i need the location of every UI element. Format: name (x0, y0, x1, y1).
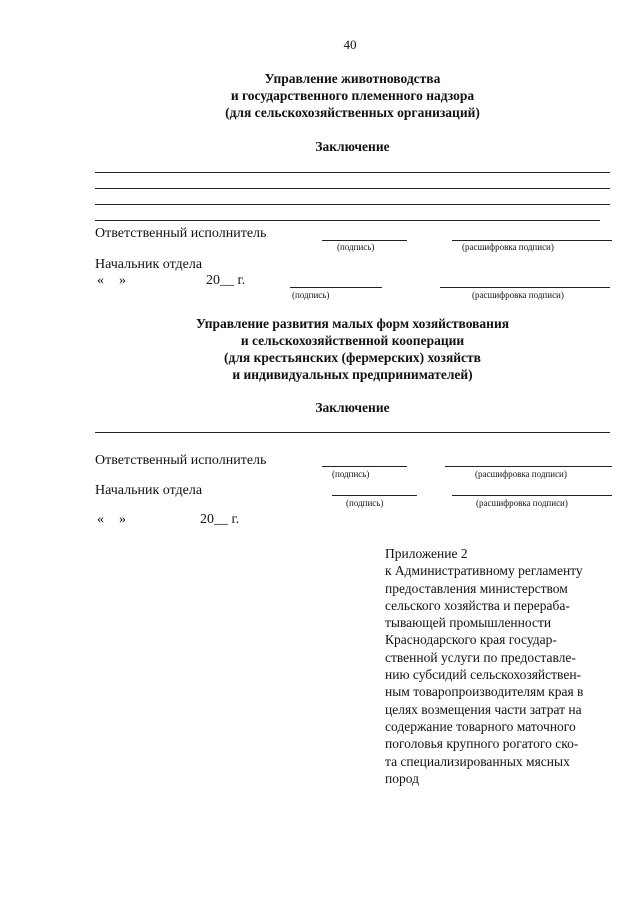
section1-heading-line-1: Управление животноводства (264, 71, 441, 86)
annex-line: содержание товарного маточного (385, 718, 576, 734)
date-quote-close: » (119, 273, 126, 288)
annex-line: Приложение 2 (385, 546, 468, 561)
section1-heading-line-2: и государственного племенного надзора (230, 88, 475, 103)
blank-line (95, 172, 610, 173)
annex-line: ным товаропроизводителям края в (385, 684, 584, 700)
section2-heading-line-4: и индивидуальных предпринимателей) (232, 367, 473, 382)
signature-decode-line (452, 495, 612, 496)
page-number: 40 (343, 37, 357, 52)
date-quote-open: « (97, 512, 104, 527)
signature-caption: (подпись) (337, 242, 375, 252)
annex-line: предоставления министерством (385, 580, 568, 596)
signature-line (322, 240, 407, 241)
annex-block (385, 545, 620, 787)
signature-decode-caption: (расшифровка подписи) (462, 242, 554, 252)
date-year: 20__ г. (206, 273, 246, 288)
signature-caption: (подпись) (332, 469, 370, 479)
annex-line: целях возмещения части затрат на (385, 701, 582, 717)
responsible-executor-label: Ответственный исполнитель (95, 226, 267, 241)
signature-decode-line (452, 240, 612, 241)
section2-title: Заключение (315, 400, 390, 415)
annex-line: Краснодарского края государ- (385, 632, 557, 648)
annex-line: тывающей промышленности (385, 615, 552, 631)
signature-line (290, 287, 382, 288)
annex-line: к Административному регламенту (385, 563, 583, 579)
head-of-department-label: Начальник отдела (95, 257, 203, 272)
head-of-department-label: Начальник отдела (95, 483, 203, 498)
signature-decode-line (445, 466, 612, 467)
blank-line (95, 204, 610, 205)
annex-line: пород (385, 770, 419, 786)
date-quote-open: « (97, 273, 104, 288)
signature-caption: (подпись) (346, 498, 384, 508)
signature-caption: (подпись) (292, 290, 330, 300)
blank-line (95, 432, 610, 433)
date-year: 20__ г. (200, 512, 240, 527)
date-quote-close: » (119, 512, 126, 527)
section1-title: Заключение (315, 139, 390, 154)
annex-line: поголовья крупного рогатого ско- (385, 736, 579, 752)
section2-heading-line-1: Управление развития малых форм хозяйствования (195, 316, 510, 331)
signature-decode-caption: (расшифровка подписи) (476, 498, 568, 508)
signature-line (332, 495, 417, 496)
signature-decode-line (440, 287, 610, 288)
signature-decode-caption: (расшифровка подписи) (472, 290, 564, 300)
signature-line (322, 466, 407, 467)
responsible-executor-label: Ответственный исполнитель (95, 453, 267, 468)
blank-line (95, 188, 610, 189)
signature-decode-caption: (расшифровка подписи) (475, 469, 567, 479)
section1-heading-line-3: (для сельскохозяйственных организаций) (225, 105, 480, 120)
section2-heading-line-2: и сельскохозяйственной кооперации (240, 333, 465, 348)
annex-line: та специализированных мясных (385, 753, 570, 769)
blank-line (95, 220, 600, 221)
annex-line: сельского хозяйства и перераба- (385, 597, 570, 613)
section2-heading-line-3: (для крестьянских (фермерских) хозяйств (224, 350, 481, 365)
annex-line: ственной услуги по предоставле- (385, 649, 576, 665)
annex-line: нию субсидий сельскохозяйствен- (385, 667, 582, 683)
